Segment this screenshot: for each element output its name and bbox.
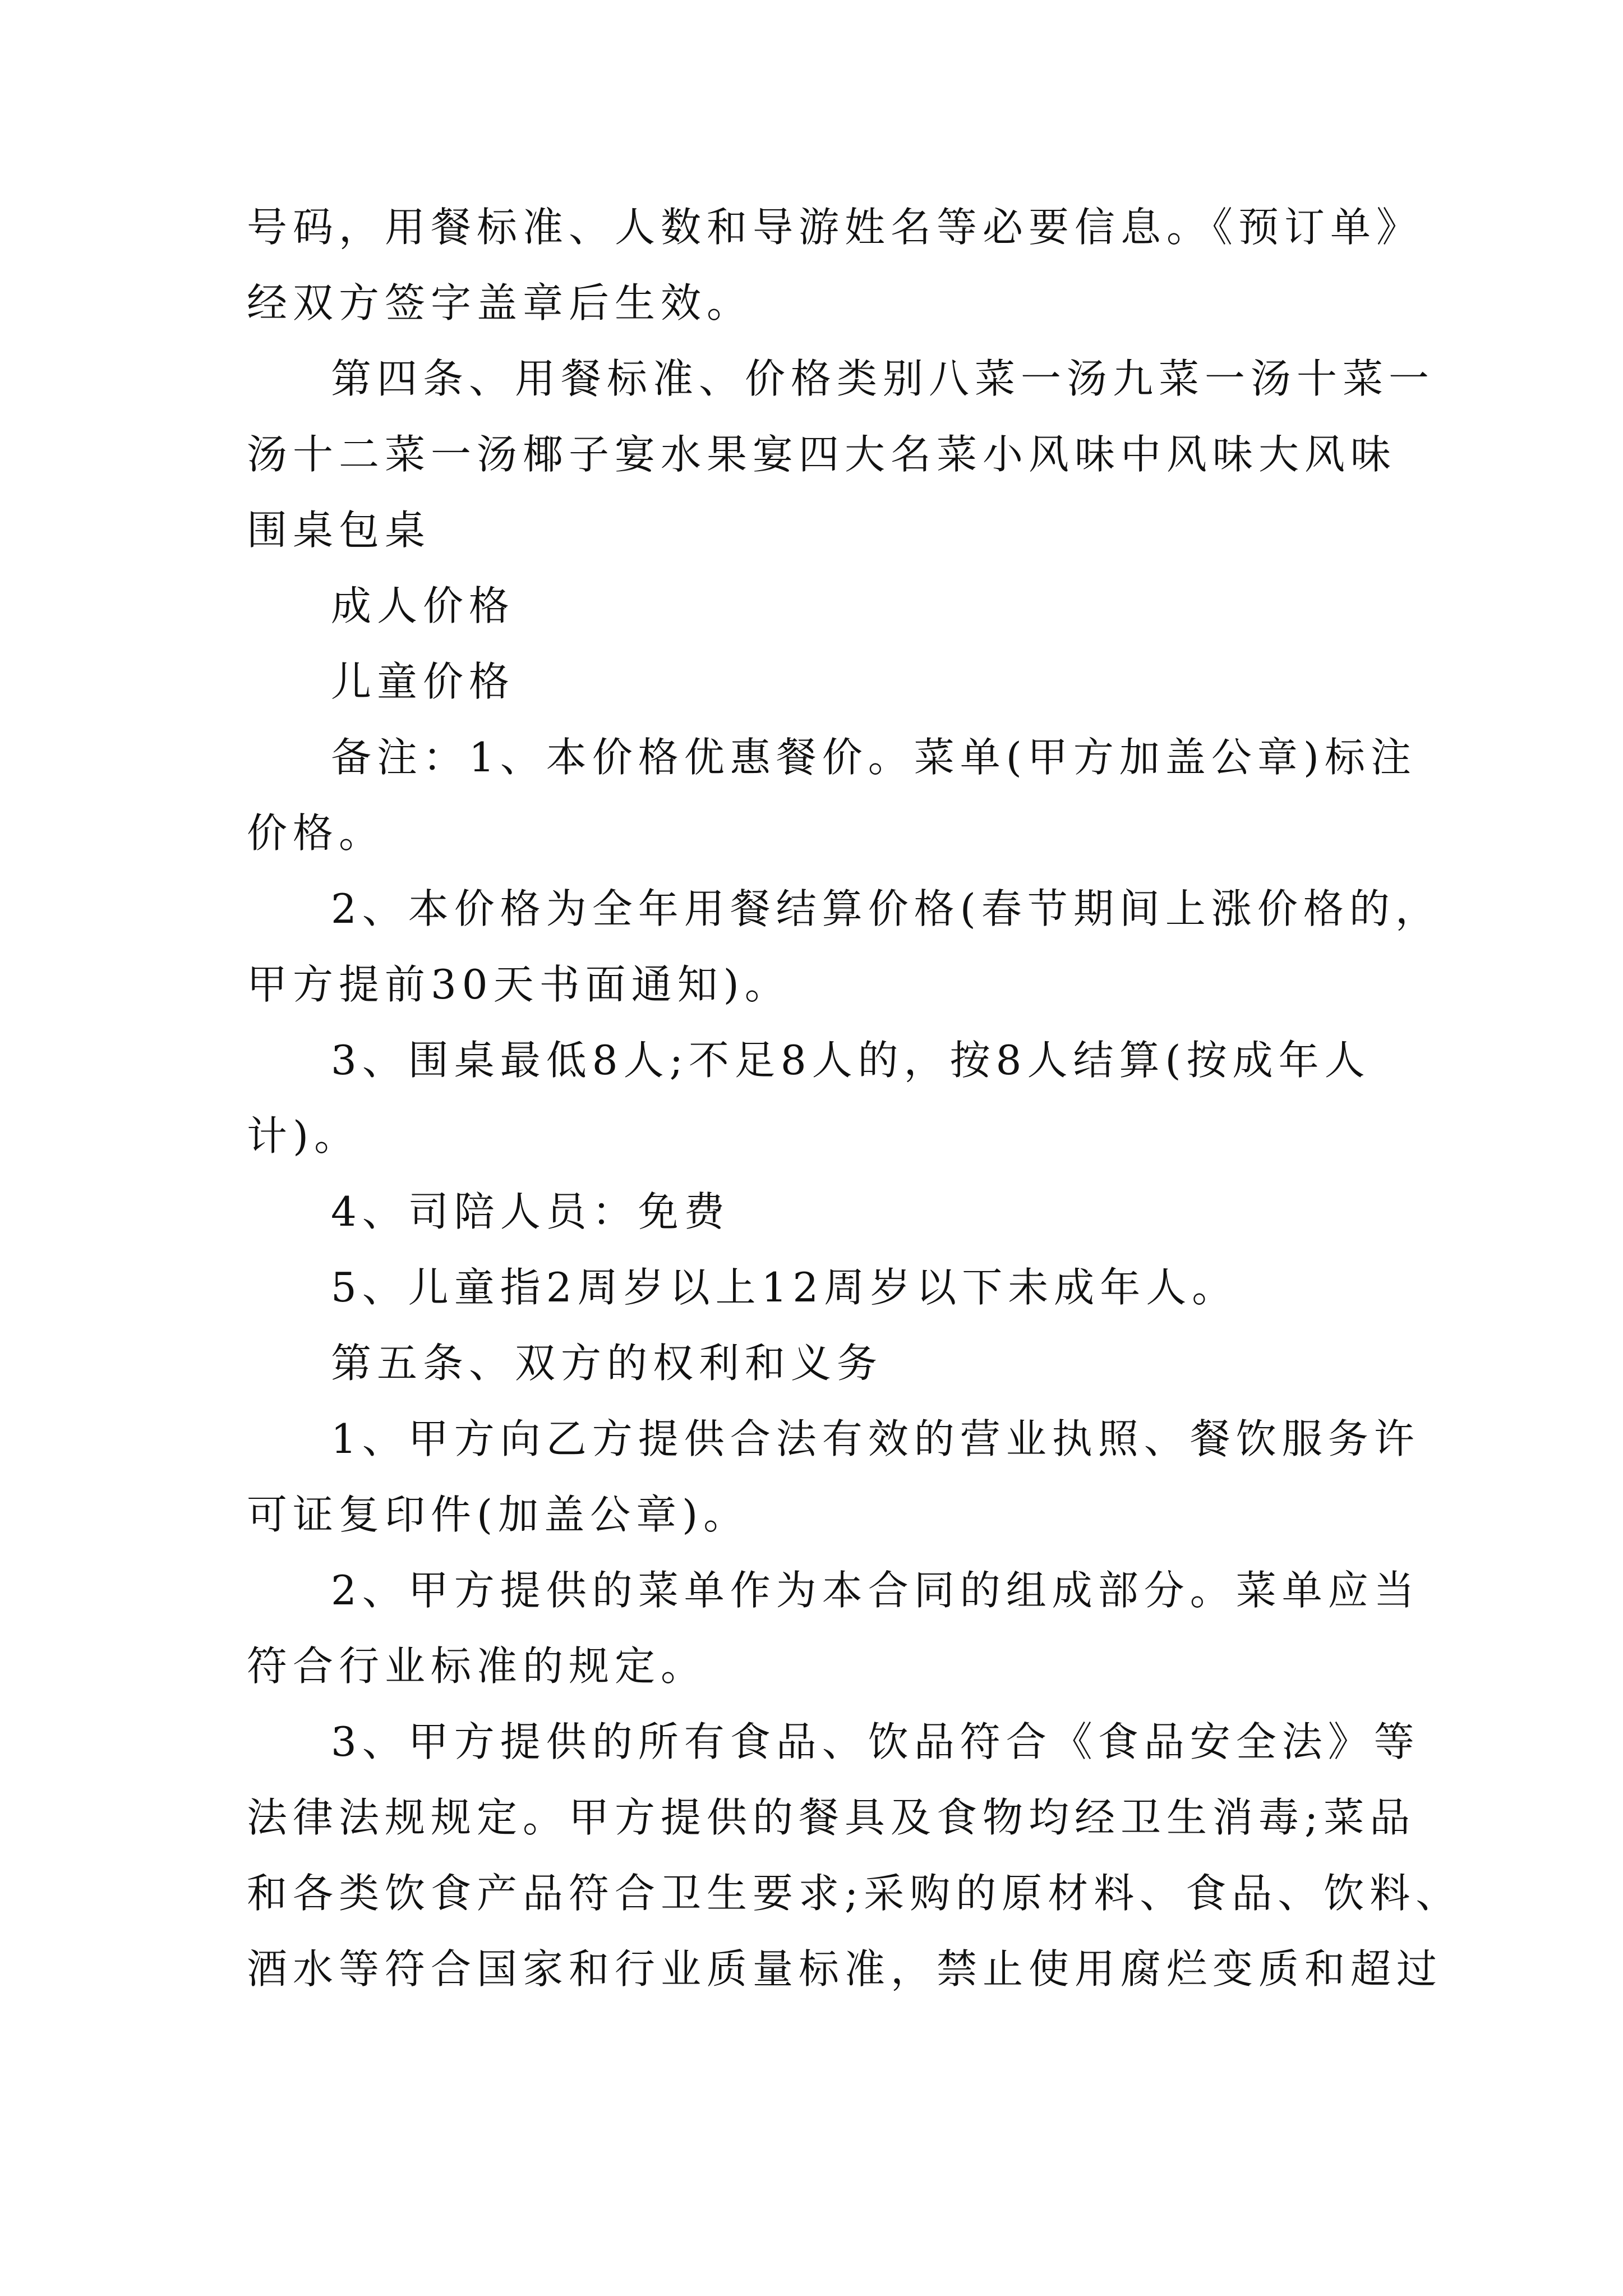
adult-price-label: 成人价格 [331, 582, 515, 629]
remark-item-2: 2、本价格为全年用餐结算价格(春节期间上涨价格的， [331, 885, 1441, 932]
remark-item-3: 3、围桌最低8人;不足8人的，按8人结算(按成年人 [331, 1037, 1371, 1084]
text-line: 围桌包桌 [247, 507, 431, 554]
text-line: 和各类饮食产品符合卫生要求;采购的原材料、食品、饮料、 [247, 1870, 1462, 1917]
child-price-label: 儿童价格 [331, 658, 515, 705]
section-heading-article-5: 第五条、双方的权利和义务 [331, 1340, 883, 1387]
text-line: 经双方签字盖章后生效。 [247, 279, 753, 326]
remark-item-4: 4、司陪人员：免费 [331, 1188, 730, 1235]
remark-item-5: 5、儿童指2周岁以上12周岁以下未成年人。 [331, 1264, 1238, 1311]
obligation-item-3: 3、甲方提供的所有食品、饮品符合《食品安全法》等 [331, 1718, 1420, 1765]
section-heading-article-4: 第四条、用餐标准、价格类别八菜一汤九菜一汤十菜一 [331, 355, 1435, 402]
text-line: 法律法规规定。甲方提供的餐具及食物均经卫生消毒;菜品 [247, 1794, 1416, 1841]
text-line: 可证复印件(加盖公章)。 [247, 1491, 750, 1538]
text-line: 甲方提前30天书面通知)。 [247, 961, 791, 1008]
text-line: 符合行业标准的规定。 [247, 1642, 707, 1690]
text-line: 价格。 [247, 809, 385, 857]
obligation-item-2: 2、甲方提供的菜单作为本合同的组成部分。菜单应当 [331, 1567, 1420, 1614]
text-line: 汤十二菜一汤椰子宴水果宴四大名菜小风味中风味大风味 [247, 431, 1397, 478]
text-line: 酒水等符合国家和行业质量标准，禁止使用腐烂变质和超过 [247, 1945, 1443, 1993]
text-line: 计)。 [247, 1112, 361, 1159]
text-line: 号码，用餐标准、人数和导游姓名等必要信息。《预订单》 [247, 204, 1423, 251]
obligation-item-1: 1、甲方向乙方提供合法有效的营业执照、餐饮服务许 [331, 1415, 1420, 1462]
remarks-line: 备注：1、本价格优惠餐价。菜单(甲方加盖公章)标注 [331, 734, 1417, 781]
